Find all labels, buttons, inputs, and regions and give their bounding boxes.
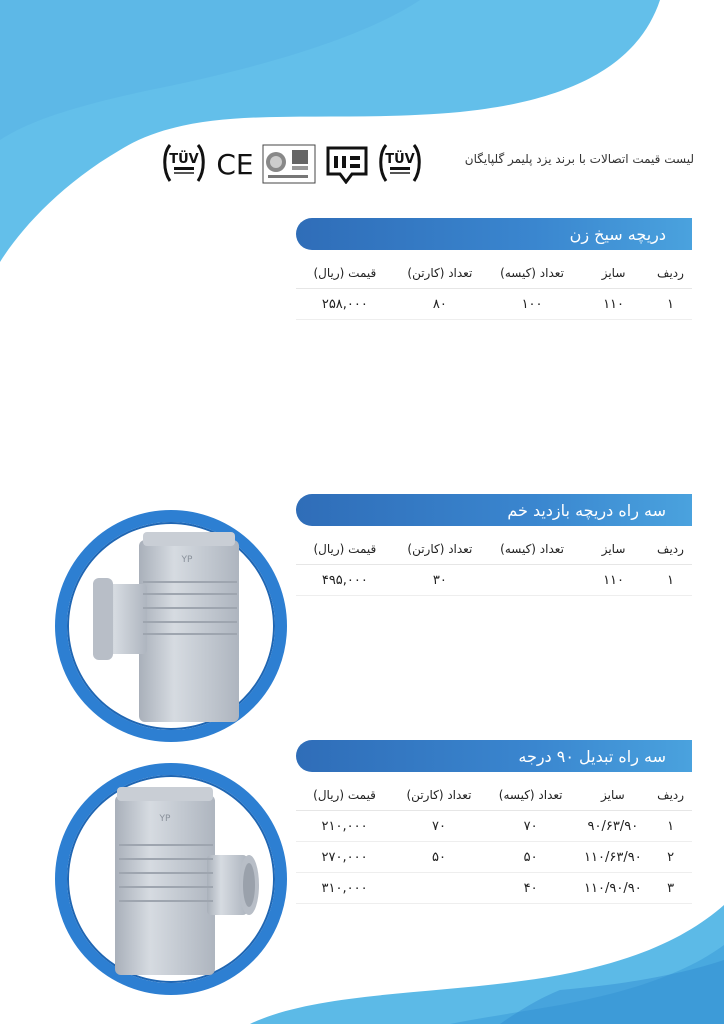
table-header-row <box>296 258 692 289</box>
svg-text:TÜV: TÜV <box>385 152 415 167</box>
col-header-qty-carton: تعداد (کارتن) <box>394 534 486 565</box>
page-title: لیست قیمت اتصالات با برند یزد پلیمر گلپایگان <box>464 152 694 166</box>
col-header-size: سایز <box>576 780 649 811</box>
section-title-bar <box>296 740 692 772</box>
ce-logo-icon <box>214 144 256 184</box>
col-header-row-number: ردیف <box>649 534 692 565</box>
section-title-bar <box>296 494 692 526</box>
cell-row-number: ۱ <box>649 289 692 320</box>
cell-qty-carton: ۳۰ <box>394 565 486 596</box>
cell-qty-carton <box>393 873 485 904</box>
inspection-tee-icon <box>67 522 275 730</box>
table-row <box>296 289 692 320</box>
svg-text:TÜV: TÜV <box>169 152 199 167</box>
col-header-price: قیمت (ریال) <box>296 534 394 565</box>
col-header-qty-carton: تعداد (کارتن) <box>394 258 486 289</box>
cell-size: ۱۱۰ <box>578 289 649 320</box>
cell-row-number: ۱ <box>649 811 692 842</box>
cell-size: ۱۱۰/۹۰/۹۰ <box>576 873 649 904</box>
col-header-size: سایز <box>578 258 649 289</box>
cell-price: ۴۹۵,۰۰۰ <box>296 565 394 596</box>
cell-price: ۲۱۰,۰۰۰ <box>296 811 393 842</box>
cell-qty-bag: ۱۰۰ <box>486 289 578 320</box>
col-header-row-number: ردیف <box>649 780 692 811</box>
section-reducing-tee <box>296 740 692 904</box>
product-image-inspection-tee <box>55 510 287 742</box>
svg-text:CE: CE <box>216 148 254 181</box>
price-table <box>296 780 692 904</box>
cell-qty-bag: ۴۰ <box>485 873 577 904</box>
price-table <box>296 534 692 596</box>
section-title: دریچه سیخ زن <box>569 224 666 244</box>
tuv-logo-2-icon <box>376 139 424 189</box>
cell-qty-carton: ۵۰ <box>393 842 485 873</box>
cell-price: ۲۷۰,۰۰۰ <box>296 842 393 873</box>
col-header-qty-carton: تعداد (کارتن) <box>393 780 485 811</box>
col-header-qty-bag: تعداد (کیسه) <box>485 780 577 811</box>
cell-qty-bag <box>486 565 578 596</box>
section-cleanout <box>296 218 692 320</box>
acm-ukas-logo-icon <box>262 144 316 184</box>
product-image-reducing-tee <box>55 763 287 995</box>
tuv-logo-icon <box>160 139 208 189</box>
table-row <box>296 873 692 904</box>
table-header-row <box>296 534 692 565</box>
svg-text:YP: YP <box>159 814 171 824</box>
cell-price: ۲۵۸,۰۰۰ <box>296 289 394 320</box>
table-row <box>296 565 692 596</box>
table-row <box>296 811 692 842</box>
certification-logos <box>160 138 440 190</box>
section-title-bar <box>296 218 692 250</box>
col-header-qty-bag: تعداد (کیسه) <box>486 534 578 565</box>
cell-size: ۹۰/۶۳/۹۰ <box>576 811 649 842</box>
cell-price: ۳۱۰,۰۰۰ <box>296 873 393 904</box>
reducing-tee-icon <box>67 775 275 983</box>
cell-row-number: ۲ <box>649 842 692 873</box>
table-row <box>296 842 692 873</box>
svg-text:YP: YP <box>181 555 193 565</box>
section-title: سه راه دریچه بازدید خم <box>507 500 666 520</box>
table-header-row <box>296 780 692 811</box>
cell-qty-bag: ۷۰ <box>485 811 577 842</box>
cell-qty-carton: ۸۰ <box>394 289 486 320</box>
col-header-price: قیمت (ریال) <box>296 258 394 289</box>
standard-logo-icon <box>322 144 370 184</box>
cell-qty-bag: ۵۰ <box>485 842 577 873</box>
section-title: سه راه تبدیل ۹۰ درجه <box>518 746 666 766</box>
cell-qty-carton: ۷۰ <box>393 811 485 842</box>
cell-row-number: ۱ <box>649 565 692 596</box>
col-header-qty-bag: تعداد (کیسه) <box>486 258 578 289</box>
price-table <box>296 258 692 320</box>
cell-size: ۱۱۰ <box>578 565 649 596</box>
col-header-row-number: ردیف <box>649 258 692 289</box>
section-inspection-tee <box>296 494 692 596</box>
cell-size: ۱۱۰/۶۳/۹۰ <box>576 842 649 873</box>
col-header-size: سایز <box>578 534 649 565</box>
cell-row-number: ۳ <box>649 873 692 904</box>
col-header-price: قیمت (ریال) <box>296 780 393 811</box>
